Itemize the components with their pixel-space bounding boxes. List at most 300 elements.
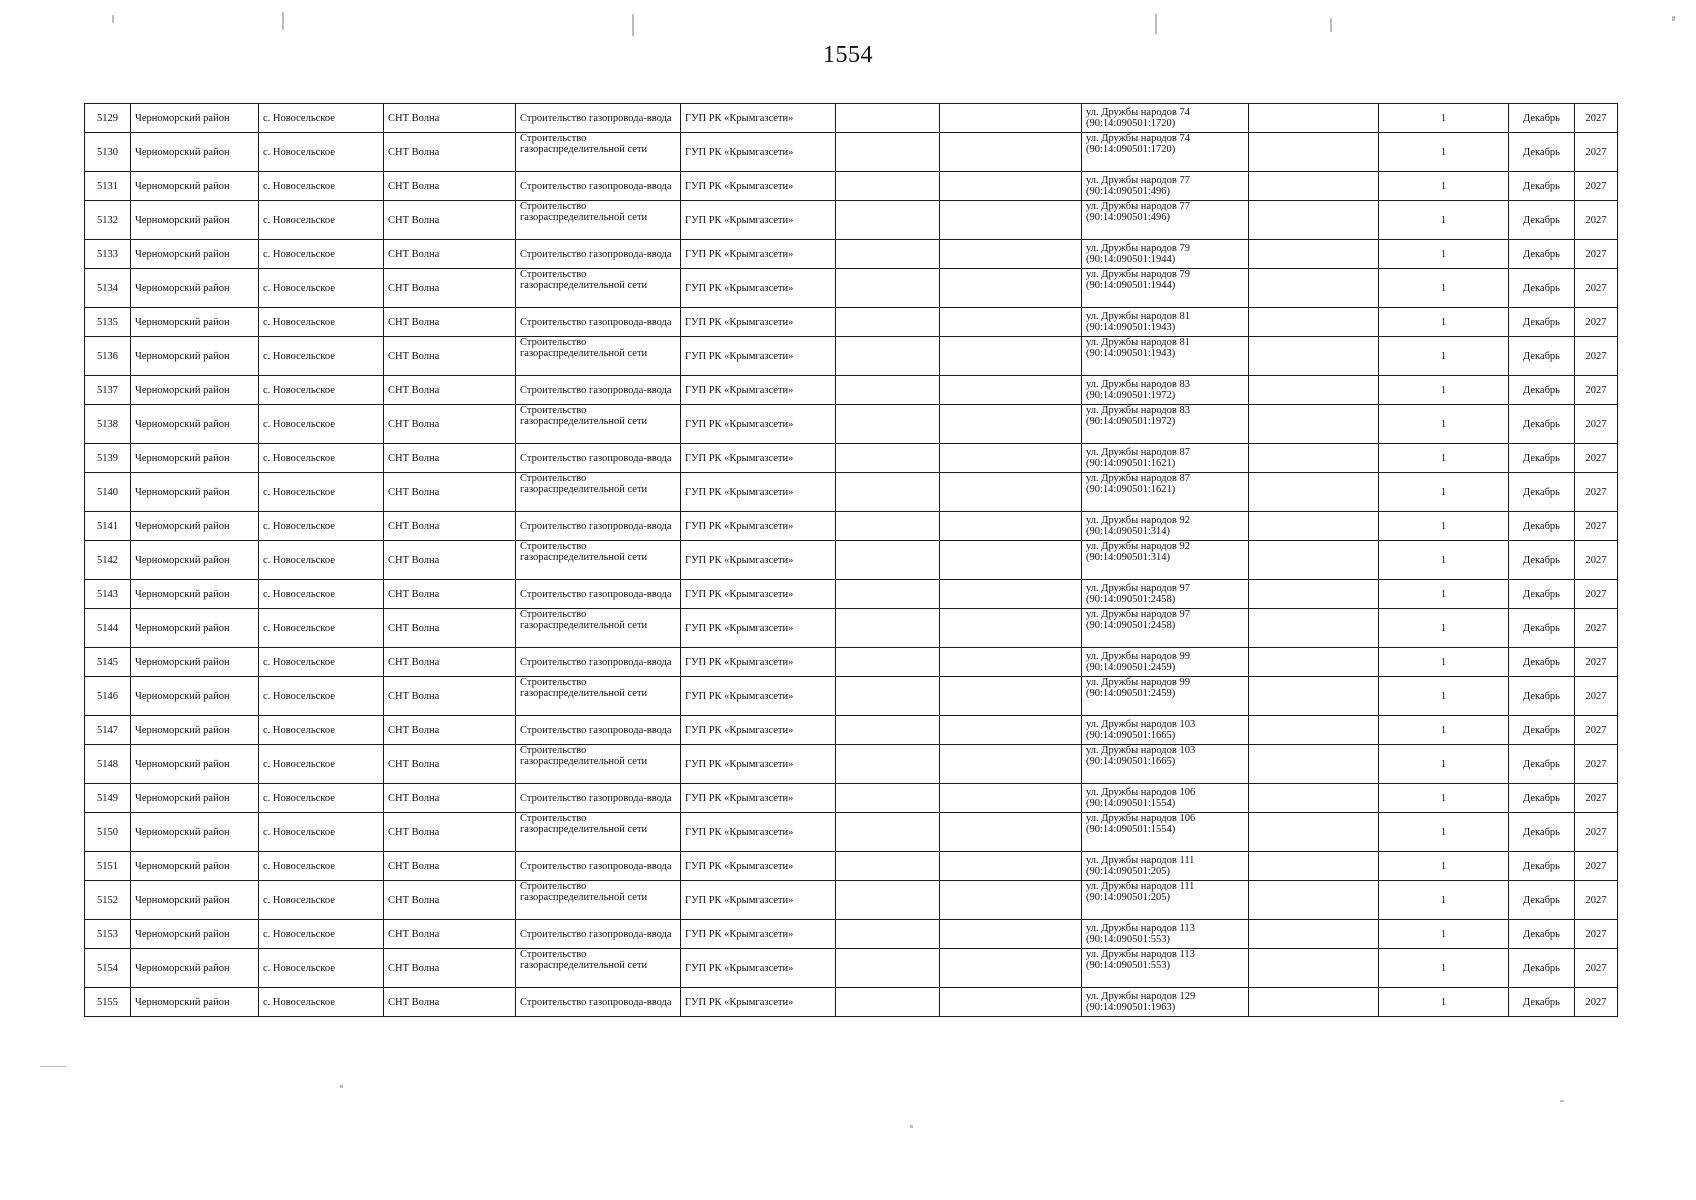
row-number-cell: 5135 (85, 308, 131, 337)
table-row (85, 609, 1618, 648)
empty-cell (1249, 240, 1379, 269)
snt-cell: СНТ Волна (384, 988, 516, 1017)
row-number-cell: 5151 (85, 852, 131, 881)
month-cell: Декабрь (1509, 949, 1575, 988)
district-cell: Черноморский район (131, 949, 259, 988)
table-row (85, 784, 1618, 813)
work-type-cell: Строительство газораспределительной сети (516, 201, 681, 240)
snt-cell: СНТ Волна (384, 473, 516, 512)
count-cell: 1 (1379, 337, 1509, 376)
work-type-cell: Строительство газопровода-ввода (516, 444, 681, 473)
village-cell: с. Новосельское (259, 172, 384, 201)
empty-cell (1249, 104, 1379, 133)
address-cell: ул. Дружбы народов 87 (90:14:090501:1621) (1082, 444, 1249, 473)
empty-cell (836, 813, 940, 852)
snt-cell: СНТ Волна (384, 852, 516, 881)
empty-cell (836, 269, 940, 308)
operator-cell: ГУП РК «Крымгазсети» (681, 104, 836, 133)
scan-speck (1330, 18, 1332, 32)
address-cell: ул. Дружбы народов 81 (90:14:090501:1943) (1082, 308, 1249, 337)
address-cell: ул. Дружбы народов 81 (90:14:090501:1943) (1082, 337, 1249, 376)
month-cell: Декабрь (1509, 444, 1575, 473)
district-cell: Черноморский район (131, 745, 259, 784)
row-number-cell: 5131 (85, 172, 131, 201)
work-type-cell: Строительство газораспределительной сети (516, 881, 681, 920)
empty-cell (940, 405, 1082, 444)
village-cell: с. Новосельское (259, 308, 384, 337)
district-cell: Черноморский район (131, 648, 259, 677)
operator-cell: ГУП РК «Крымгазсети» (681, 949, 836, 988)
empty-cell (1249, 949, 1379, 988)
year-cell: 2027 (1575, 444, 1618, 473)
table-row (85, 337, 1618, 376)
empty-cell (940, 580, 1082, 609)
month-cell: Декабрь (1509, 852, 1575, 881)
year-cell: 2027 (1575, 677, 1618, 716)
empty-cell (836, 308, 940, 337)
empty-cell (940, 949, 1082, 988)
empty-cell (940, 473, 1082, 512)
month-cell: Декабрь (1509, 677, 1575, 716)
operator-cell: ГУП РК «Крымгазсети» (681, 580, 836, 609)
snt-cell: СНТ Волна (384, 745, 516, 784)
table-row (85, 512, 1618, 541)
snt-cell: СНТ Волна (384, 201, 516, 240)
address-cell: ул. Дружбы народов 106 (90:14:090501:1554) (1082, 813, 1249, 852)
year-cell: 2027 (1575, 133, 1618, 172)
empty-cell (1249, 512, 1379, 541)
address-cell: ул. Дружбы народов 77 (90:14:090501:496) (1082, 172, 1249, 201)
operator-cell: ГУП РК «Крымгазсети» (681, 240, 836, 269)
count-cell: 1 (1379, 240, 1509, 269)
operator-cell: ГУП РК «Крымгазсети» (681, 541, 836, 580)
table-row (85, 716, 1618, 745)
address-cell: ул. Дружбы народов 83 (90:14:090501:1972) (1082, 405, 1249, 444)
empty-cell (836, 784, 940, 813)
empty-cell (836, 337, 940, 376)
count-cell: 1 (1379, 444, 1509, 473)
address-cell: ул. Дружбы народов 103 (90:14:090501:1665) (1082, 745, 1249, 784)
row-number-cell: 5142 (85, 541, 131, 580)
year-cell: 2027 (1575, 512, 1618, 541)
work-type-cell: Строительство газопровода-ввода (516, 512, 681, 541)
row-number-cell: 5153 (85, 920, 131, 949)
empty-cell (836, 172, 940, 201)
row-number-cell: 5132 (85, 201, 131, 240)
empty-cell (940, 648, 1082, 677)
row-number-cell: 5138 (85, 405, 131, 444)
table-row (85, 813, 1618, 852)
work-type-cell: Строительство газопровода-ввода (516, 240, 681, 269)
operator-cell: ГУП РК «Крымгазсети» (681, 133, 836, 172)
count-cell: 1 (1379, 269, 1509, 308)
empty-cell (1249, 172, 1379, 201)
count-cell: 1 (1379, 580, 1509, 609)
village-cell: с. Новосельское (259, 677, 384, 716)
count-cell: 1 (1379, 376, 1509, 405)
snt-cell: СНТ Волна (384, 512, 516, 541)
empty-cell (1249, 473, 1379, 512)
snt-cell: СНТ Волна (384, 405, 516, 444)
count-cell: 1 (1379, 881, 1509, 920)
year-cell: 2027 (1575, 405, 1618, 444)
snt-cell: СНТ Волна (384, 240, 516, 269)
empty-cell (1249, 201, 1379, 240)
count-cell: 1 (1379, 745, 1509, 784)
month-cell: Декабрь (1509, 405, 1575, 444)
empty-cell (1249, 444, 1379, 473)
operator-cell: ГУП РК «Крымгазсети» (681, 405, 836, 444)
table-row (85, 745, 1618, 784)
operator-cell: ГУП РК «Крымгазсети» (681, 473, 836, 512)
operator-cell: ГУП РК «Крымгазсети» (681, 269, 836, 308)
count-cell: 1 (1379, 988, 1509, 1017)
year-cell: 2027 (1575, 337, 1618, 376)
district-cell: Черноморский район (131, 716, 259, 745)
work-type-cell: Строительство газораспределительной сети (516, 745, 681, 784)
table-row (85, 269, 1618, 308)
row-number-cell: 5152 (85, 881, 131, 920)
work-type-cell: Строительство газопровода-ввода (516, 852, 681, 881)
empty-cell (1249, 648, 1379, 677)
work-type-cell: Строительство газораспределительной сети (516, 405, 681, 444)
snt-cell: СНТ Волна (384, 813, 516, 852)
empty-cell (836, 512, 940, 541)
village-cell: с. Новосельское (259, 240, 384, 269)
empty-cell (836, 240, 940, 269)
address-cell: ул. Дружбы народов 99 (90:14:090501:2459) (1082, 677, 1249, 716)
village-cell: с. Новосельское (259, 988, 384, 1017)
row-number-cell: 5144 (85, 609, 131, 648)
snt-cell: СНТ Волна (384, 133, 516, 172)
address-cell: ул. Дружбы народов 111 (90:14:090501:205) (1082, 852, 1249, 881)
operator-cell: ГУП РК «Крымгазсети» (681, 648, 836, 677)
village-cell: с. Новосельское (259, 512, 384, 541)
row-number-cell: 5141 (85, 512, 131, 541)
empty-cell (940, 716, 1082, 745)
scan-speck (1560, 1100, 1564, 1102)
table-row (85, 473, 1618, 512)
table-row (85, 541, 1618, 580)
village-cell: с. Новосельское (259, 813, 384, 852)
empty-cell (940, 852, 1082, 881)
address-cell: ул. Дружбы народов 87 (90:14:090501:1621) (1082, 473, 1249, 512)
address-cell: ул. Дружбы народов 97 (90:14:090501:2458) (1082, 609, 1249, 648)
empty-cell (836, 881, 940, 920)
work-type-cell: Строительство газопровода-ввода (516, 308, 681, 337)
month-cell: Декабрь (1509, 580, 1575, 609)
month-cell: Декабрь (1509, 784, 1575, 813)
district-cell: Черноморский район (131, 376, 259, 405)
count-cell: 1 (1379, 784, 1509, 813)
scan-speck (340, 1085, 343, 1088)
count-cell: 1 (1379, 172, 1509, 201)
scan-speck (632, 14, 634, 36)
empty-cell (836, 104, 940, 133)
empty-cell (836, 677, 940, 716)
count-cell: 1 (1379, 473, 1509, 512)
village-cell: с. Новосельское (259, 376, 384, 405)
table-row (85, 308, 1618, 337)
empty-cell (1249, 405, 1379, 444)
row-number-cell: 5146 (85, 677, 131, 716)
empty-cell (1249, 133, 1379, 172)
count-cell: 1 (1379, 949, 1509, 988)
empty-cell (836, 745, 940, 784)
year-cell: 2027 (1575, 308, 1618, 337)
scan-speck (1155, 14, 1157, 34)
operator-cell: ГУП РК «Крымгазсети» (681, 609, 836, 648)
year-cell: 2027 (1575, 541, 1618, 580)
operator-cell: ГУП РК «Крымгазсети» (681, 308, 836, 337)
empty-cell (940, 784, 1082, 813)
row-number-cell: 5140 (85, 473, 131, 512)
empty-cell (940, 813, 1082, 852)
empty-cell (1249, 852, 1379, 881)
work-type-cell: Строительство газопровода-ввода (516, 648, 681, 677)
operator-cell: ГУП РК «Крымгазсети» (681, 677, 836, 716)
registry-body (85, 104, 1618, 1017)
month-cell: Декабрь (1509, 201, 1575, 240)
empty-cell (836, 949, 940, 988)
year-cell: 2027 (1575, 104, 1618, 133)
year-cell: 2027 (1575, 745, 1618, 784)
year-cell: 2027 (1575, 920, 1618, 949)
district-cell: Черноморский район (131, 541, 259, 580)
table-row (85, 881, 1618, 920)
district-cell: Черноморский район (131, 240, 259, 269)
operator-cell: ГУП РК «Крымгазсети» (681, 881, 836, 920)
empty-cell (940, 104, 1082, 133)
village-cell: с. Новосельское (259, 201, 384, 240)
village-cell: с. Новосельское (259, 337, 384, 376)
work-type-cell: Строительство газораспределительной сети (516, 133, 681, 172)
empty-cell (940, 201, 1082, 240)
empty-cell (836, 648, 940, 677)
village-cell: с. Новосельское (259, 648, 384, 677)
address-cell: ул. Дружбы народов 106 (90:14:090501:1554) (1082, 784, 1249, 813)
empty-cell (940, 920, 1082, 949)
address-cell: ул. Дружбы народов 97 (90:14:090501:2458) (1082, 580, 1249, 609)
district-cell: Черноморский район (131, 920, 259, 949)
empty-cell (836, 609, 940, 648)
address-cell: ул. Дружбы народов 113 (90:14:090501:553) (1082, 949, 1249, 988)
table-row (85, 444, 1618, 473)
empty-cell (940, 541, 1082, 580)
empty-cell (940, 308, 1082, 337)
month-cell: Декабрь (1509, 473, 1575, 512)
empty-cell (1249, 308, 1379, 337)
year-cell: 2027 (1575, 580, 1618, 609)
row-number-cell: 5134 (85, 269, 131, 308)
snt-cell: СНТ Волна (384, 920, 516, 949)
table-row (85, 172, 1618, 201)
snt-cell: СНТ Волна (384, 648, 516, 677)
work-type-cell: Строительство газораспределительной сети (516, 677, 681, 716)
district-cell: Черноморский район (131, 580, 259, 609)
month-cell: Декабрь (1509, 881, 1575, 920)
work-type-cell: Строительство газораспределительной сети (516, 473, 681, 512)
empty-cell (940, 988, 1082, 1017)
row-number-cell: 5130 (85, 133, 131, 172)
empty-cell (836, 852, 940, 881)
year-cell: 2027 (1575, 473, 1618, 512)
count-cell: 1 (1379, 104, 1509, 133)
month-cell: Декабрь (1509, 813, 1575, 852)
count-cell: 1 (1379, 201, 1509, 240)
empty-cell (836, 473, 940, 512)
row-number-cell: 5147 (85, 716, 131, 745)
snt-cell: СНТ Волна (384, 444, 516, 473)
month-cell: Декабрь (1509, 512, 1575, 541)
address-cell: ул. Дружбы народов 92 (90:14:090501:314) (1082, 541, 1249, 580)
operator-cell: ГУП РК «Крымгазсети» (681, 920, 836, 949)
empty-cell (836, 541, 940, 580)
snt-cell: СНТ Волна (384, 716, 516, 745)
count-cell: 1 (1379, 677, 1509, 716)
empty-cell (940, 269, 1082, 308)
count-cell: 1 (1379, 133, 1509, 172)
address-cell: ул. Дружбы народов 74 (90:14:090501:1720) (1082, 133, 1249, 172)
row-number-cell: 5145 (85, 648, 131, 677)
empty-cell (836, 376, 940, 405)
month-cell: Декабрь (1509, 988, 1575, 1017)
work-type-cell: Строительство газораспределительной сети (516, 813, 681, 852)
operator-cell: ГУП РК «Крымгазсети» (681, 337, 836, 376)
table-row (85, 949, 1618, 988)
count-cell: 1 (1379, 920, 1509, 949)
empty-cell (940, 444, 1082, 473)
village-cell: с. Новосельское (259, 133, 384, 172)
month-cell: Декабрь (1509, 269, 1575, 308)
village-cell: с. Новосельское (259, 784, 384, 813)
operator-cell: ГУП РК «Крымгазсети» (681, 716, 836, 745)
year-cell: 2027 (1575, 784, 1618, 813)
work-type-cell: Строительство газопровода-ввода (516, 920, 681, 949)
snt-cell: СНТ Волна (384, 881, 516, 920)
empty-cell (940, 512, 1082, 541)
snt-cell: СНТ Волна (384, 949, 516, 988)
row-number-cell: 5150 (85, 813, 131, 852)
empty-cell (836, 201, 940, 240)
address-cell: ул. Дружбы народов 79 (90:14:090501:1944) (1082, 240, 1249, 269)
work-type-cell: Строительство газопровода-ввода (516, 104, 681, 133)
empty-cell (940, 881, 1082, 920)
district-cell: Черноморский район (131, 133, 259, 172)
empty-cell (836, 716, 940, 745)
row-number-cell: 5137 (85, 376, 131, 405)
table-row (85, 920, 1618, 949)
operator-cell: ГУП РК «Крымгазсети» (681, 201, 836, 240)
empty-cell (836, 988, 940, 1017)
address-cell: ул. Дружбы народов 74 (90:14:090501:1720) (1082, 104, 1249, 133)
month-cell: Декабрь (1509, 104, 1575, 133)
year-cell: 2027 (1575, 172, 1618, 201)
month-cell: Декабрь (1509, 648, 1575, 677)
row-number-cell: 5155 (85, 988, 131, 1017)
year-cell: 2027 (1575, 949, 1618, 988)
district-cell: Черноморский район (131, 269, 259, 308)
count-cell: 1 (1379, 648, 1509, 677)
scan-speck (1672, 16, 1675, 21)
address-cell: ул. Дружбы народов 113 (90:14:090501:553) (1082, 920, 1249, 949)
year-cell: 2027 (1575, 609, 1618, 648)
scan-speck (112, 15, 114, 23)
district-cell: Черноморский район (131, 609, 259, 648)
district-cell: Черноморский район (131, 852, 259, 881)
village-cell: с. Новосельское (259, 609, 384, 648)
year-cell: 2027 (1575, 648, 1618, 677)
district-cell: Черноморский район (131, 444, 259, 473)
district-cell: Черноморский район (131, 784, 259, 813)
count-cell: 1 (1379, 405, 1509, 444)
empty-cell (940, 745, 1082, 784)
year-cell: 2027 (1575, 813, 1618, 852)
empty-cell (940, 609, 1082, 648)
month-cell: Декабрь (1509, 609, 1575, 648)
month-cell: Декабрь (1509, 172, 1575, 201)
page-number: 1554 (823, 42, 873, 68)
village-cell: с. Новосельское (259, 716, 384, 745)
row-number-cell: 5148 (85, 745, 131, 784)
address-cell: ул. Дружбы народов 103 (90:14:090501:1665) (1082, 716, 1249, 745)
table-row (85, 677, 1618, 716)
operator-cell: ГУП РК «Крымгазсети» (681, 745, 836, 784)
table-row (85, 133, 1618, 172)
district-cell: Черноморский район (131, 988, 259, 1017)
year-cell: 2027 (1575, 988, 1618, 1017)
village-cell: с. Новосельское (259, 269, 384, 308)
empty-cell (940, 376, 1082, 405)
empty-cell (940, 337, 1082, 376)
village-cell: с. Новосельское (259, 580, 384, 609)
snt-cell: СНТ Волна (384, 308, 516, 337)
snt-cell: СНТ Волна (384, 609, 516, 648)
count-cell: 1 (1379, 813, 1509, 852)
work-type-cell: Строительство газораспределительной сети (516, 541, 681, 580)
district-cell: Черноморский район (131, 677, 259, 716)
month-cell: Декабрь (1509, 337, 1575, 376)
address-cell: ул. Дружбы народов 77 (90:14:090501:496) (1082, 201, 1249, 240)
scan-speck (910, 1125, 913, 1128)
empty-cell (1249, 609, 1379, 648)
empty-cell (940, 240, 1082, 269)
row-number-cell: 5149 (85, 784, 131, 813)
row-number-cell: 5143 (85, 580, 131, 609)
count-cell: 1 (1379, 852, 1509, 881)
snt-cell: СНТ Волна (384, 580, 516, 609)
table-row (85, 405, 1618, 444)
work-type-cell: Строительство газораспределительной сети (516, 949, 681, 988)
table-row (85, 852, 1618, 881)
address-cell: ул. Дружбы народов 111 (90:14:090501:205) (1082, 881, 1249, 920)
work-type-cell: Строительство газораспределительной сети (516, 269, 681, 308)
empty-cell (836, 133, 940, 172)
month-cell: Декабрь (1509, 716, 1575, 745)
work-type-cell: Строительство газораспределительной сети (516, 337, 681, 376)
operator-cell: ГУП РК «Крымгазсети» (681, 444, 836, 473)
district-cell: Черноморский район (131, 337, 259, 376)
table-row (85, 988, 1618, 1017)
year-cell: 2027 (1575, 881, 1618, 920)
village-cell: с. Новосельское (259, 104, 384, 133)
empty-cell (1249, 677, 1379, 716)
count-cell: 1 (1379, 716, 1509, 745)
village-cell: с. Новосельское (259, 881, 384, 920)
empty-cell (1249, 745, 1379, 784)
district-cell: Черноморский район (131, 308, 259, 337)
district-cell: Черноморский район (131, 172, 259, 201)
